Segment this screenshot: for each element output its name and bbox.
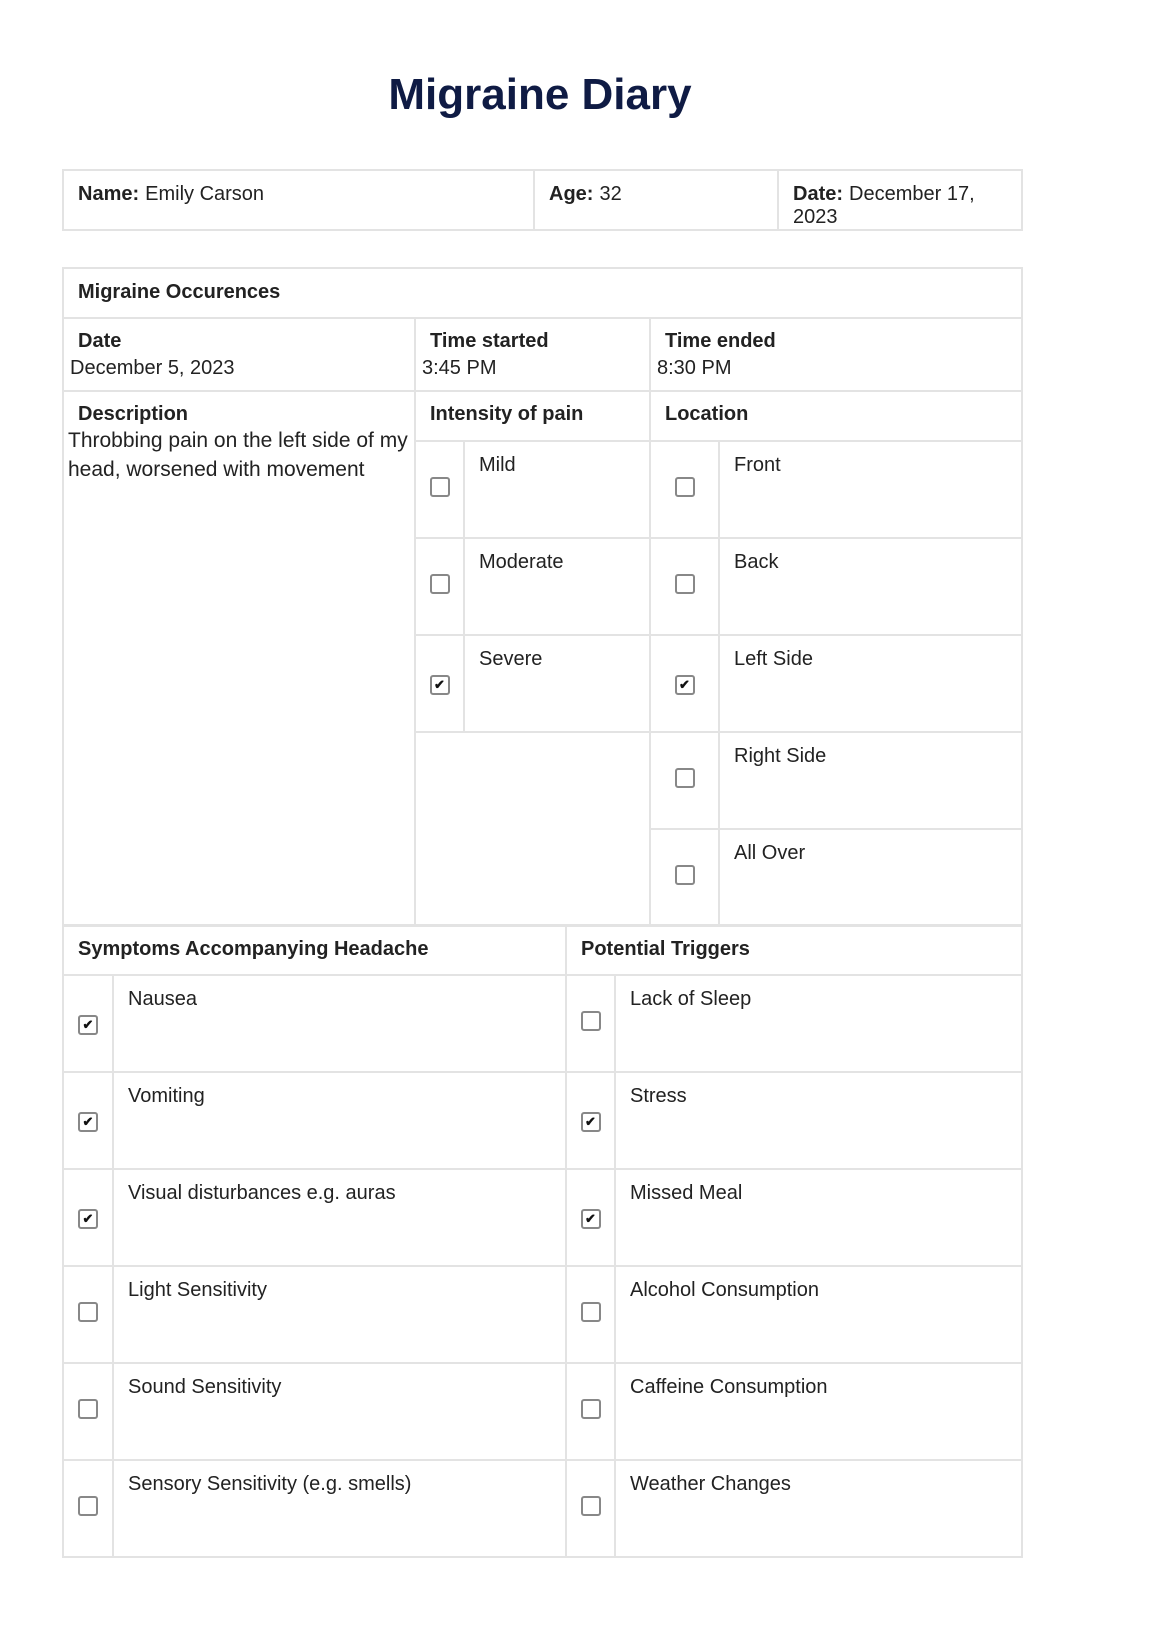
trigger-checkbox[interactable] <box>581 1302 601 1322</box>
trigger-checkbox[interactable]: ✔ <box>581 1209 601 1229</box>
trigger-checkbox[interactable] <box>581 1399 601 1419</box>
symptom-checkbox[interactable] <box>78 1496 98 1516</box>
intensity-heading: Intensity of pain <box>415 391 650 441</box>
page-title: Migraine Diary <box>388 70 692 119</box>
location-heading: Location <box>650 391 1022 441</box>
symptom-checkbox[interactable]: ✔ <box>78 1015 98 1035</box>
time-ended-cell[interactable] <box>650 318 1022 391</box>
location-option: Right Side <box>719 732 1022 829</box>
symptom-option: Nausea <box>113 975 566 1072</box>
trigger-checkbox[interactable] <box>581 1496 601 1516</box>
date-label: Date <box>78 330 122 352</box>
intensity-option: Mild <box>464 441 650 538</box>
location-option: All Over <box>719 829 1022 926</box>
symptoms-triggers-table <box>62 924 1023 1558</box>
description-cell[interactable] <box>63 391 415 926</box>
name-field[interactable] <box>63 170 534 230</box>
symptom-trigger-row <box>63 1266 1022 1363</box>
age-value: 32 <box>599 183 622 205</box>
symptom-option: Visual disturbances e.g. auras <box>113 1169 566 1266</box>
symptom-option: Sensory Sensitivity (e.g. smells) <box>113 1460 566 1557</box>
trigger-option: Stress <box>615 1072 1022 1169</box>
intensity-option: Moderate <box>464 538 650 635</box>
symptom-option: Sound Sensitivity <box>113 1363 566 1460</box>
location-checkbox[interactable]: ✔ <box>675 675 695 695</box>
location-option: Left Side <box>719 635 1022 732</box>
trigger-option: Caffeine Consumption <box>615 1363 1022 1460</box>
trigger-option: Weather Changes <box>615 1460 1022 1557</box>
time-ended-value: 8:30 PM <box>657 357 732 379</box>
symptom-trigger-row <box>63 1363 1022 1460</box>
symptom-checkbox[interactable]: ✔ <box>78 1209 98 1229</box>
intensity-checkbox[interactable] <box>430 477 450 497</box>
occurrences-heading: Migraine Occurences <box>63 268 1022 318</box>
age-label: Age: <box>549 183 594 205</box>
intensity-checkbox[interactable]: ✔ <box>430 675 450 695</box>
symptom-checkbox[interactable] <box>78 1399 98 1419</box>
time-started-label: Time started <box>430 330 549 352</box>
trigger-option: Lack of Sleep <box>615 975 1022 1072</box>
date-field[interactable] <box>778 170 1022 230</box>
location-checkbox[interactable] <box>675 865 695 885</box>
migraine-occurrences-table <box>62 267 1023 927</box>
location-option: Back <box>719 538 1022 635</box>
trigger-checkbox[interactable] <box>581 1011 601 1031</box>
triggers-heading: Potential Triggers <box>566 925 1022 975</box>
time-started-value: 3:45 PM <box>422 357 497 379</box>
symptom-trigger-row <box>63 1169 1022 1266</box>
patient-info-table <box>62 169 1023 231</box>
name-label: Name: <box>78 183 140 205</box>
description-label: Description <box>78 403 189 425</box>
symptom-checkbox[interactable] <box>78 1302 98 1322</box>
symptom-trigger-row <box>63 1460 1022 1557</box>
trigger-option: Alcohol Consumption <box>615 1266 1022 1363</box>
intensity-option: Severe <box>464 635 650 732</box>
symptom-option: Light Sensitivity <box>113 1266 566 1363</box>
description-value: Throbbing pain on the left side of my head, worsened with movement <box>68 429 408 481</box>
location-checkbox[interactable] <box>675 768 695 788</box>
symptom-trigger-row <box>63 975 1022 1072</box>
occurrence-date-cell[interactable] <box>63 318 415 391</box>
symptoms-heading: Symptoms Accompanying Headache <box>63 925 566 975</box>
location-checkbox[interactable] <box>675 477 695 497</box>
trigger-option: Missed Meal <box>615 1169 1022 1266</box>
date-value: December 5, 2023 <box>70 357 235 379</box>
intensity-checkbox[interactable] <box>430 574 450 594</box>
intensity-empty-cell <box>415 732 650 926</box>
date-value: December 17, 2023 <box>793 183 975 228</box>
symptom-option: Vomiting <box>113 1072 566 1169</box>
time-ended-label: Time ended <box>665 330 776 352</box>
age-field[interactable] <box>534 170 778 230</box>
symptom-checkbox[interactable]: ✔ <box>78 1112 98 1132</box>
trigger-checkbox[interactable]: ✔ <box>581 1112 601 1132</box>
date-label: Date: <box>793 183 844 205</box>
location-checkbox[interactable] <box>675 574 695 594</box>
name-value: Emily Carson <box>145 183 265 205</box>
symptom-trigger-row <box>63 1072 1022 1169</box>
location-option: Front <box>719 441 1022 538</box>
time-started-cell[interactable] <box>415 318 650 391</box>
